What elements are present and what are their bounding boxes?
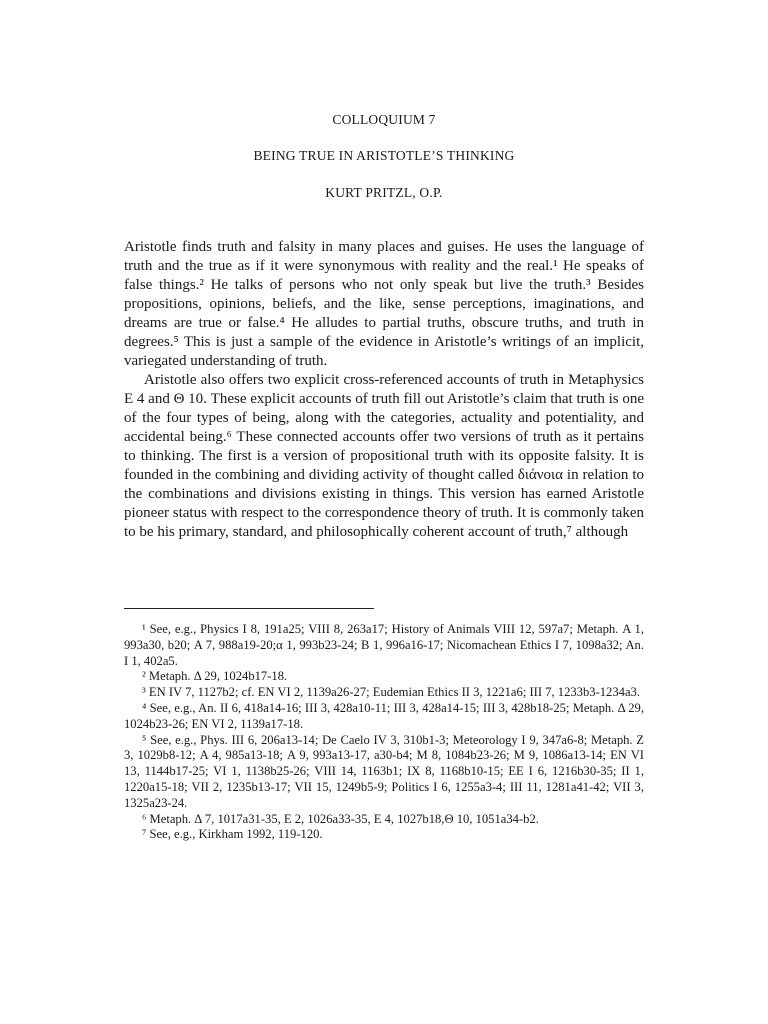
footnote-4: ⁴ See, e.g., An. II 6, 418a14-16; III 3, 428a10-11; III 3, 428a14-15; III 3, 428b18-25; Metaph. Δ 29, 1024b23-26; EN VI 2, 1139a17-18. <box>124 700 644 731</box>
colloquium-label: COLLOQUIUM 7 <box>332 112 436 127</box>
footnote-5: ⁵ See, e.g., Phys. III 6, 206a13-14; De Caelo IV 3, 310b1-3; Meteorology I 9, 347a6-8; Metaph. Ζ 3, 1029b8-12; Α 4, 985a13-18; Α 9, 993a13-17, a30-b4; Μ 8, 1084b23-26; Μ 9, 1086a13-14; EN VI 13, 1144b17-25; VI 1, 1138b25-26; VIII 14, 1163b1; IX 8, 1168b10-15; EE I 6, 1216b30-35; II 1, 1220a15-18; VII 2, 1235b13-17; VII 15, 1249b5-9; Politics I 6, 1255a3-4; III 11, 1281a41-42; VII 3, 1325a23-24. <box>124 732 644 810</box>
main-text <box>124 238 644 542</box>
footnote-3: ³ EN IV 7, 1127b2; cf. EN VI 2, 1139a26-27; Eudemian Ethics II 3, 1221a6; III 7, 1233b3-1234a3. <box>142 685 640 700</box>
footnote-7: ⁷ See, e.g., Kirkham 1992, 119-120. <box>142 827 323 842</box>
footnote-6: ⁶ Metaph. Δ 7, 1017a31-35, Ε 2, 1026a33-35, Ε 4, 1027b18,Θ 10, 1051a34-b2. <box>142 811 539 826</box>
footnotes <box>124 622 644 843</box>
footnote-2: ² Metaph. Δ 29, 1024b17-18. <box>142 669 288 684</box>
author-name: KURT PRITZL, O.P. <box>325 185 443 200</box>
paragraph-2: Aristotle also offers two explicit cross-referenced accounts of truth in Metaphysics Ε 4 and Θ 10. These explicit accounts of truth fill out Aristotle’s claim that truth is one of the four types of being, along with the categories, actuality and potentiality, and accidental being.⁶ These connected accounts offer two versions of truth as it pertains to thinking. The first is a version of propositional truth with its opposite falsity. It is founded in the combining and dividing activity of thought called διάνοια in relation to the combinations and divisions existing in things. This version has earned Aristotle pioneer status with respect to the correspondence theory of truth. It is commonly taken to be his primary, standard, and philosophically coherent account of truth,⁷ although <box>124 372 644 540</box>
footnote-1: ¹ See, e.g., Physics I 8, 191a25; VIII 8, 263a17; History of Animals VIII 12, 597a7; Metaph. Α 1, 993a30, b20; Α 7, 988a19-20;α 1, 993b23-24; Β 1, 996a16-17; Nicomachean Ethics I 7, 1098a32; An. I 1, 402a5. <box>124 622 644 668</box>
paragraph-1: Aristotle finds truth and falsity in many places and guises. He uses the language of truth and the true as if it were synonymous with reality and the real.¹ He speaks of false things.² He talks of persons who not only speak but live the truth.³ Besides propositions, opinions, beliefs, and the like, sense perceptions, imaginations, and dreams are true or false.⁴ He alludes to partial truths, obscure truths, and truth in degrees.⁵ This is just a sample of the evidence in Aristotle’s writings of an implicit, variegated understanding of truth. <box>124 239 644 369</box>
paper-title: BEING TRUE IN ARISTOTLE’S THINKING <box>253 148 515 163</box>
footnote-divider <box>124 608 374 609</box>
